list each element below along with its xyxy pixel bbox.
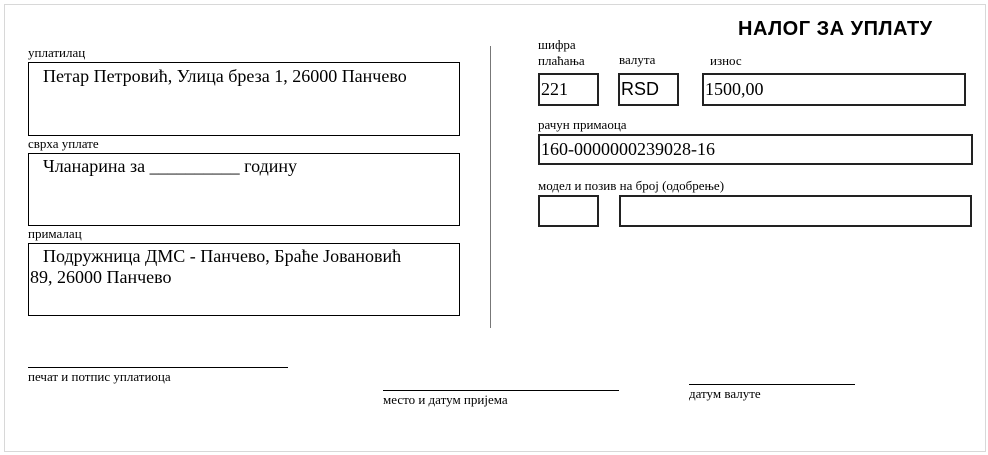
recipient-value-line2: 89, 26000 Панчево (30, 267, 172, 287)
recipient-account-field[interactable] (538, 134, 973, 165)
recipient-account-label: рачун примаоца (538, 117, 627, 132)
payment-code-label-line2: плаћања (538, 53, 585, 68)
signature-label: печат и потпис уплатиоца (28, 369, 171, 384)
value-date-line (689, 384, 855, 385)
amount-value: 1500,00 (705, 79, 764, 99)
recipient-value-line1: Подружница ДМС - Панчево, Браће Јовановић (43, 246, 402, 266)
model-field[interactable] (538, 195, 599, 227)
place-date-line (383, 390, 619, 391)
reference-label: модел и позив на број (одобрење) (538, 178, 725, 193)
payment-code-field[interactable] (538, 73, 599, 106)
purpose-value: Чланарина за __________ годину (43, 156, 297, 176)
recipient-label: прималац (28, 226, 82, 241)
purpose-label: сврха уплате (28, 136, 99, 151)
currency-value: RSD (621, 79, 660, 99)
recipient-account-value: 160-0000000239028-16 (541, 139, 715, 159)
signature-line (28, 367, 288, 368)
amount-field[interactable] (702, 73, 966, 106)
purpose-field[interactable] (28, 153, 460, 226)
column-divider (490, 46, 491, 328)
form-title: НАЛОГ ЗА УПЛАТУ (738, 18, 933, 40)
payment-code-value: 221 (541, 79, 568, 99)
reference-number-field[interactable] (619, 195, 972, 227)
payer-field[interactable] (28, 62, 460, 136)
value-date-label: датум валуте (689, 386, 761, 401)
payer-label: уплатилац (28, 45, 86, 60)
place-date-label: место и датум пријема (383, 392, 508, 407)
currency-label: валута (619, 52, 656, 67)
payer-value: Петар Петровић, Улица бреза 1, 26000 Панчево (43, 66, 407, 86)
recipient-field[interactable] (28, 243, 460, 316)
payment-code-label-line1: шифра (538, 37, 576, 52)
amount-label: износ (710, 53, 742, 68)
currency-field[interactable] (618, 73, 679, 106)
